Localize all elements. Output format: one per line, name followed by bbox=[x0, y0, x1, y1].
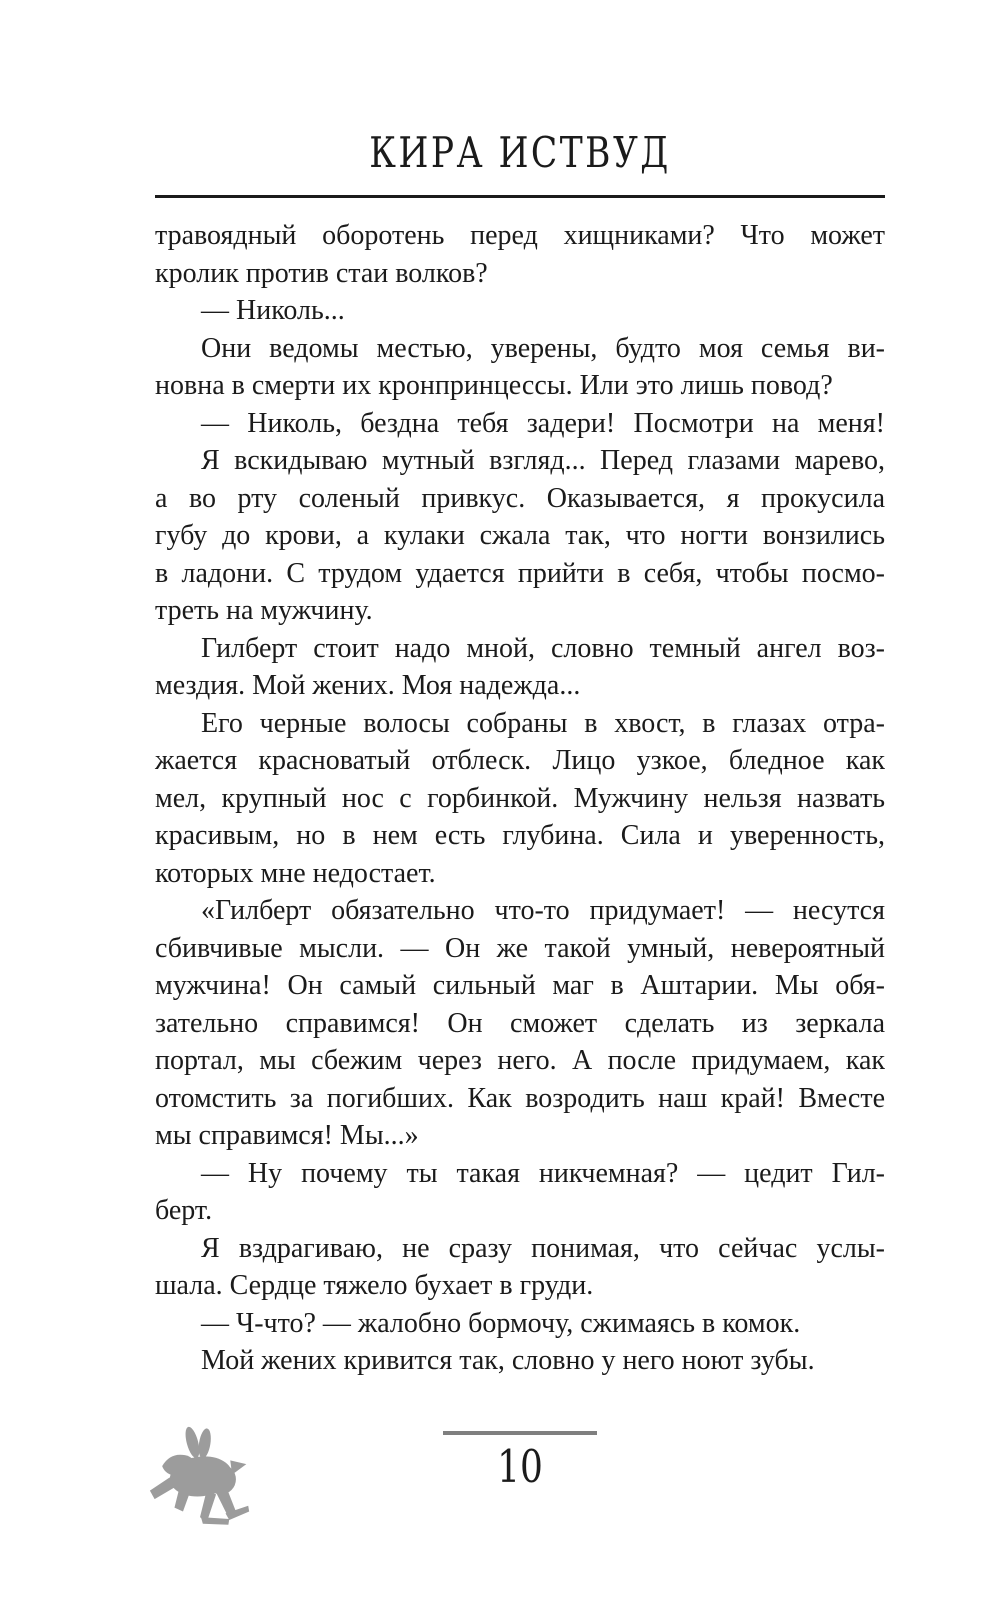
text-line: портал, мы сбежим через него. А после придумаем, как bbox=[155, 1045, 885, 1076]
text-line: мы справимся! Мы...» bbox=[155, 1120, 419, 1151]
text-line: мездия. Мой жених. Моя надежда... bbox=[155, 670, 581, 701]
text-line: Его черные волосы собраны в хвост, в глазах отра- bbox=[201, 707, 885, 739]
text-line: сбивчивые мысли. — Он же такой умный, невероятный bbox=[155, 932, 885, 964]
text-line: которых мне недостает. bbox=[155, 857, 436, 889]
text-line: губу до крови, а кулаки сжала так, что ногти вонзились bbox=[155, 520, 885, 551]
text-line: — Ну почему ты такая никчемная? — цедит Гил- bbox=[201, 1157, 885, 1189]
text-block bbox=[155, 217, 885, 1380]
text-line: — Ч-что? — жалобно бормочу, сжимаясь в комок. bbox=[201, 1307, 801, 1339]
text-line: «Гилберт обязательно что-то придумает! — несутся bbox=[201, 895, 885, 926]
footer-rule bbox=[443, 1431, 597, 1435]
text-line: Я вздрагиваю, не сразу понимая, что сейчас услы- bbox=[201, 1232, 885, 1264]
text-line: а во рту соленый привкус. Оказывается, я прокусила bbox=[155, 482, 885, 514]
text-line: мел, крупный нос с горбинкой. Мужчину нельзя назвать bbox=[155, 782, 885, 814]
text-line: треть на мужчину. bbox=[155, 595, 373, 626]
text-line: Они ведомы местью, уверены, будто моя семья ви- bbox=[201, 332, 885, 364]
text-line: Я вскидываю мутный взгляд... Перед глазами марево, bbox=[201, 445, 885, 476]
text-line: красивым, но в нем есть глубина. Сила и уверенность, bbox=[155, 820, 885, 851]
page-number: 10 bbox=[497, 1440, 543, 1493]
text-line: зательно справимся! Он сможет сделать из зеркала bbox=[155, 1007, 885, 1039]
text-line: — Николь, бездна тебя задери! Посмотри на меня! bbox=[201, 407, 885, 439]
text-line: новна в смерти их кронпринцессы. Или это лишь повод? bbox=[155, 370, 833, 401]
text-line: отомстить за погибших. Как возродить наш край! Вместе bbox=[155, 1082, 885, 1114]
text-line: Мой жених кривится так, словно у него ноют зубы. bbox=[201, 1345, 815, 1376]
text-line: Гилберт стоит надо мной, словно темный ангел воз- bbox=[201, 632, 885, 664]
page-header-author: КИРА ИСТВУД bbox=[369, 128, 671, 177]
text-line: берт. bbox=[155, 1195, 213, 1226]
text-line: кролик против стаи волков? bbox=[155, 257, 488, 289]
text-line: шала. Сердце тяжело бухает в груди. bbox=[155, 1270, 594, 1301]
header-rule bbox=[155, 195, 885, 198]
text-line: травоядный оборотень перед хищниками? Что может bbox=[155, 220, 885, 251]
text-line: — Николь... bbox=[201, 295, 345, 326]
text-line: мужчина! Он самый сильный маг в Аштарии. Мы обя- bbox=[155, 970, 885, 1001]
text-line: в ладони. С трудом удается прийти в себя, чтобы посмо- bbox=[155, 557, 885, 589]
text-line: жается красноватый отблеск. Лицо узкое, бледное как bbox=[155, 745, 885, 776]
